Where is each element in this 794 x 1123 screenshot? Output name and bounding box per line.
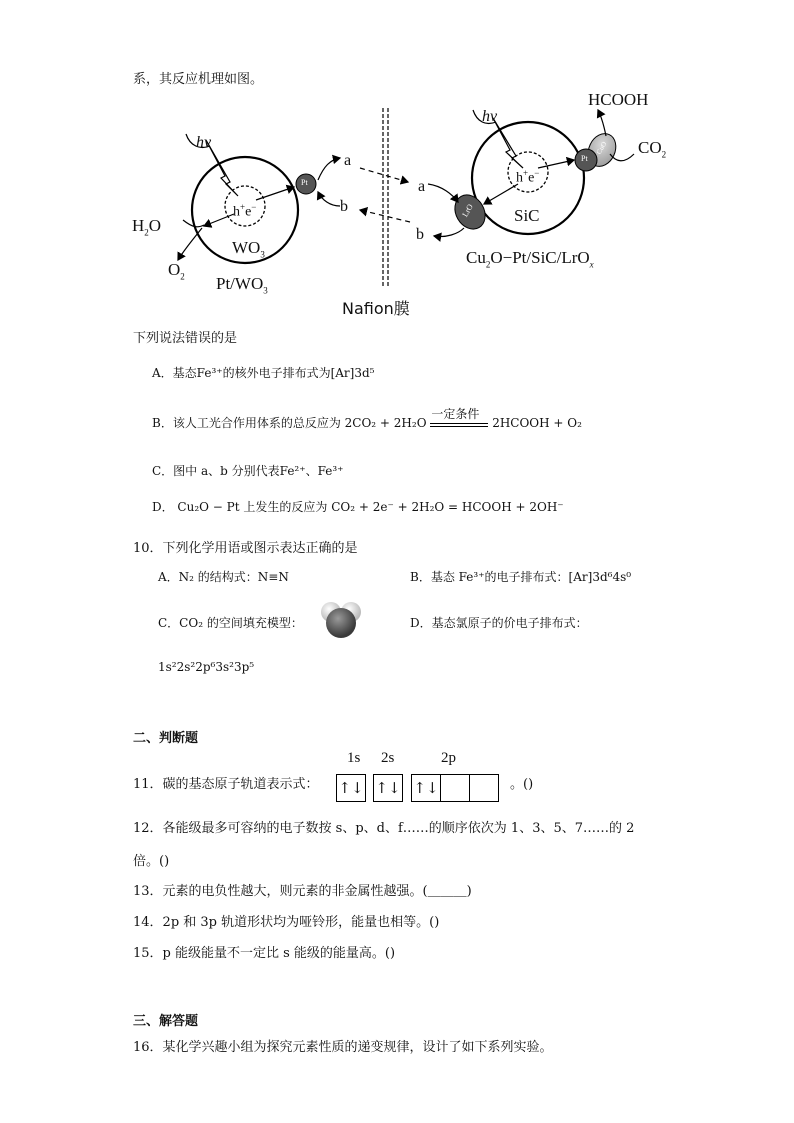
species-b-right: b — [416, 226, 424, 243]
q16-text: 16．某化学兴趣小组为探究元素性质的递变规律，设计了如下系列实验。 — [133, 1040, 553, 1055]
q10-stem: 10．下列化学用语或图示表达正确的是 — [133, 541, 358, 556]
species-a-left: a — [344, 152, 352, 169]
orbital-box-2p-1: ↑↓ — [411, 774, 441, 802]
sic-label: SiC — [514, 206, 540, 225]
q9-option-d: D． Cu₂O − Pt 上发生的反应为 CO₂ + 2e⁻ + 2H₂O = HCOOH + 2OH⁻ — [152, 500, 564, 514]
o2-label: $O_2$ — [168, 260, 185, 282]
lro-label: LrO — [460, 202, 475, 219]
pt-label-left: Pt — [301, 178, 308, 187]
intro-text: 系，其反应机理如图。 — [133, 72, 264, 87]
q10-option-d-answer: 1s²2s²2p⁶3s²3p⁵ — [158, 660, 255, 674]
q9-option-b: B．该人工光合作用体系的总反应为 2CO₂ + 2H₂O 一定条件 2HCOOH + O₂ — [152, 406, 582, 430]
q10-option-a: A．N₂ 的结构式：N≡N — [158, 570, 289, 584]
wo3-label: $WO_3$ — [232, 238, 265, 260]
q15-text: 15．p 能级能量不一定比 s 能级的能量高。() — [133, 946, 396, 961]
reaction-condition: 一定条件 — [430, 421, 488, 427]
orbital-label-1s: 1s — [347, 750, 361, 766]
section-3-heading: 三、解答题 — [133, 1014, 199, 1029]
hv-right: hν — [482, 108, 498, 125]
hv-left: hν — [196, 134, 212, 151]
q10-option-d: D．基态氯原子的价电子排布式： — [410, 616, 588, 630]
orbital-box-2p-3 — [469, 774, 499, 802]
q9-stem: 下列说法错误的是 — [133, 331, 238, 346]
co2-label: $CO_2$ — [638, 138, 667, 160]
orbital-box-2s: ↑↓ — [373, 774, 403, 802]
pt-wo3-name: $Pt/WO_3$ — [216, 274, 268, 296]
q10-option-c: C．CO₂ 的空间填充模型： — [158, 616, 303, 630]
q11-text: 11．碳的基态原子轨道表示式： — [133, 777, 319, 792]
co2-space-filling-model — [320, 599, 362, 641]
charges-left: h+e− — [233, 202, 257, 220]
pt-label-right: Pt — [581, 154, 588, 163]
charges-right: h+e− — [516, 168, 540, 186]
orbital-box-2p-2 — [440, 774, 470, 802]
q12-text-line2: 倍。() — [133, 854, 170, 869]
orbital-label-2p: 2p — [441, 750, 456, 766]
h2o-label: $H_2O$ — [132, 216, 162, 238]
hcooh-label: HCOOH — [588, 90, 649, 109]
q9-option-c: C．图中 a、b 分别代表Fe²⁺、Fe³⁺ — [152, 464, 344, 478]
q13-text: 13．元素的电负性越大，则元素的非金属性越强。(＿＿＿) — [133, 884, 472, 899]
mechanism-graphic — [128, 88, 688, 320]
cu2o-pt-sic-lrox-name: $Cu_2O-Pt/SiC/LrO_x$ — [466, 248, 594, 270]
reaction-mechanism-diagram — [128, 88, 688, 320]
orbital-diagram — [336, 774, 500, 802]
species-b-left: b — [340, 198, 348, 215]
q9-option-a: A．基态Fe³⁺的核外电子排布式为[Ar]3d⁵ — [152, 366, 375, 380]
cuo-label: CuO — [594, 140, 609, 156]
q10-option-b: B．基态 Fe³⁺的电子排布式：[Ar]3d⁶4s⁰ — [410, 570, 632, 584]
species-a-right: a — [418, 178, 426, 195]
q14-text: 14．2p 和 3p 轨道形状均为哑铃形，能量也相等。() — [133, 915, 440, 930]
q11-answer-blank: 。() — [510, 777, 534, 792]
orbital-box-1s: ↑↓ — [336, 774, 366, 802]
orbital-label-2s: 2s — [381, 750, 395, 766]
q12-text-line1: 12．各能级最多可容纳的电子数按 s、p、d、f……的顺序依次为 1、3、5、7……的 2 — [133, 821, 635, 836]
section-2-heading: 二、判断题 — [133, 731, 199, 746]
nafion-membrane-label: Nafion膜 — [342, 299, 410, 318]
